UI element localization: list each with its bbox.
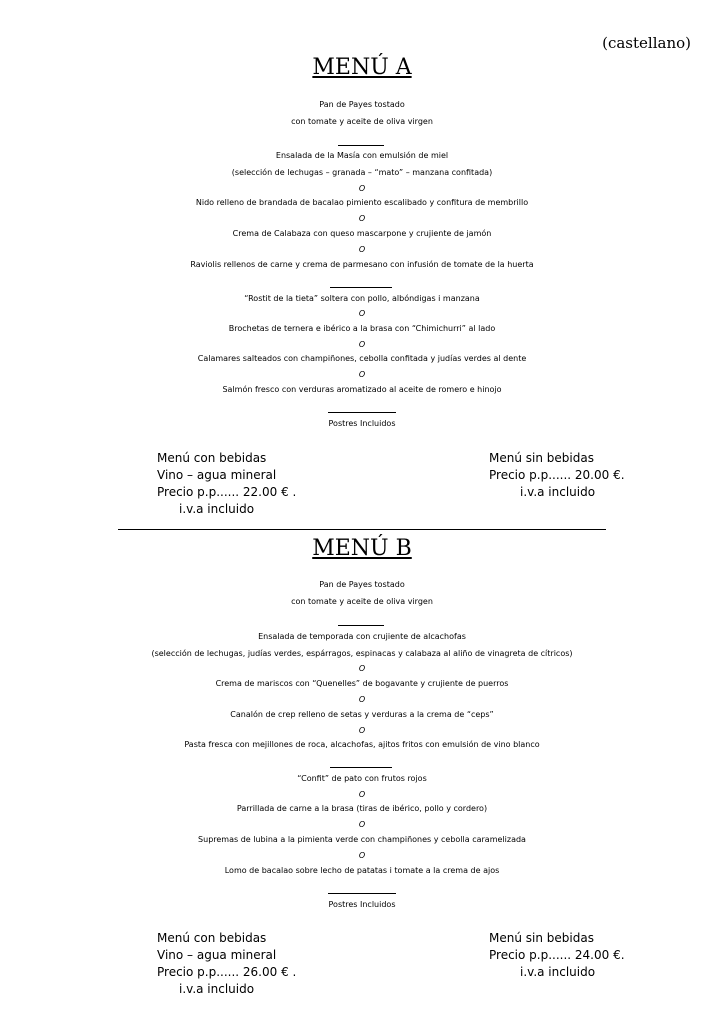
menu-b-without-drinks-vat: i.v.a incluido: [520, 965, 596, 979]
menu-b-first-course-1-detail: (selección de lechugas, judías verdes, espárragos, espinacas y calabaza al aliño de vinagreta de cítricos): [151, 649, 573, 658]
language-label: (castellano): [602, 34, 691, 52]
or-separator: O: [358, 245, 366, 254]
menu-b-first-course-2: Crema de mariscos con “Quenelles” de bogavante y crujiente de puerros: [215, 679, 509, 688]
menu-b-second-course-3: Supremas de lubina a la pimienta verde con champiñones y cebolla caramelizada: [198, 835, 526, 844]
menu-a-second-course-4: Salmón fresco con verduras aromatizado al aceite de romero e hinojo: [222, 385, 502, 394]
menu-a-without-drinks-price: Precio p.p...... 20.00 €.: [489, 468, 625, 482]
menu-b-starter-line2: con tomate y aceite de oliva virgen: [291, 597, 433, 606]
menu-a-first-course-1: Ensalada de la Masía con emulsión de miel: [275, 151, 449, 160]
menu-b-with-drinks-price: Precio p.p...... 26.00 € .: [157, 965, 297, 979]
or-separator: O: [358, 695, 366, 704]
menu-b-without-drinks-price: Precio p.p...... 24.00 €.: [489, 948, 625, 962]
menu-b-first-course-1: Ensalada de temporada con crujiente de alcachofas: [258, 632, 466, 641]
menu-b-second-courses-separator: [328, 893, 396, 894]
menu-a-starter-line1: Pan de Payes tostado: [319, 100, 405, 109]
menu-b-second-course-4: Lomo de bacalao sobre lecho de patatas i tomate a la crema de ajos: [224, 866, 500, 875]
menu-a-with-drinks-drinks: Vino – agua mineral: [157, 468, 277, 482]
menu-b-dessert: Postres Incluidos: [328, 900, 396, 909]
menu-b-title: MENÚ B: [312, 536, 412, 561]
menu-a-title: MENÚ A: [312, 55, 412, 80]
menu-b-starter-separator: [338, 625, 384, 626]
menu-a-second-course-2: Brochetas de ternera e ibérico a la brasa con “Chimichurri” al lado: [228, 324, 496, 333]
or-separator: O: [358, 851, 366, 860]
menu-a-starter-line2: con tomate y aceite de oliva virgen: [291, 117, 433, 126]
menu-a-second-course-3: Calamares salteados con champiñones, cebolla confitada y judías verdes al dente: [197, 354, 527, 363]
or-separator: O: [358, 214, 366, 223]
menu-b-with-drinks-vat: i.v.a incluido: [179, 982, 255, 996]
or-separator: O: [358, 370, 366, 379]
menu-a-without-drinks-vat: i.v.a incluido: [520, 485, 596, 499]
menu-a-second-course-1: “Rostit de la tieta” soltera con pollo, albóndigas i manzana: [244, 294, 480, 303]
menu-a-first-course-2: Nido relleno de brandada de bacalao pimiento escalibado y confitura de membrillo: [195, 198, 529, 207]
menu-b-with-drinks-drinks: Vino – agua mineral: [157, 948, 277, 962]
menu-a-first-course-3: Crema de Calabaza con queso mascarpone y crujiente de jamón: [232, 229, 492, 238]
menu-a-dessert: Postres Incluidos: [328, 419, 396, 428]
or-separator: O: [358, 184, 366, 193]
or-separator: O: [358, 340, 366, 349]
menu-b-second-course-2: Parrillada de carne a la brasa (tiras de ibérico, pollo y cordero): [236, 804, 488, 813]
menu-a-with-drinks-vat: i.v.a incluido: [179, 502, 255, 516]
menu-b-first-courses-separator: [330, 767, 392, 768]
menu-b-without-drinks-title: Menú sin bebidas: [489, 931, 594, 945]
menu-a-first-course-1-detail: (selección de lechugas – granada – “mato” – manzana confitada): [231, 168, 493, 177]
menu-a-starter-separator: [338, 145, 384, 146]
menu-a-first-courses-separator: [330, 287, 392, 288]
menu-a-with-drinks-title: Menú con bebidas: [157, 451, 267, 465]
menu-a-second-courses-separator: [328, 412, 396, 413]
menu-b-with-drinks-title: Menú con bebidas: [157, 931, 267, 945]
menu-b-first-course-4: Pasta fresca con mejillones de roca, alcachofas, ajitos fritos con emulsión de vino blanco: [184, 740, 540, 749]
or-separator: O: [358, 790, 366, 799]
or-separator: O: [358, 820, 366, 829]
menu-a-with-drinks-price: Precio p.p...... 22.00 € .: [157, 485, 297, 499]
menu-b-second-course-1: “Confit” de pato con frutos rojos: [297, 774, 427, 783]
menu-b-first-course-3: Canalón de crep relleno de setas y verduras a la crema de “ceps”: [230, 710, 494, 719]
menu-divider: [118, 529, 606, 530]
menu-b-starter-line1: Pan de Payes tostado: [319, 580, 405, 589]
or-separator: O: [358, 664, 366, 673]
or-separator: O: [358, 309, 366, 318]
or-separator: O: [358, 726, 366, 735]
menu-a-without-drinks-title: Menú sin bebidas: [489, 451, 594, 465]
menu-a-first-course-4: Raviolis rellenos de carne y crema de parmesano con infusión de tomate de la huerta: [190, 260, 534, 269]
